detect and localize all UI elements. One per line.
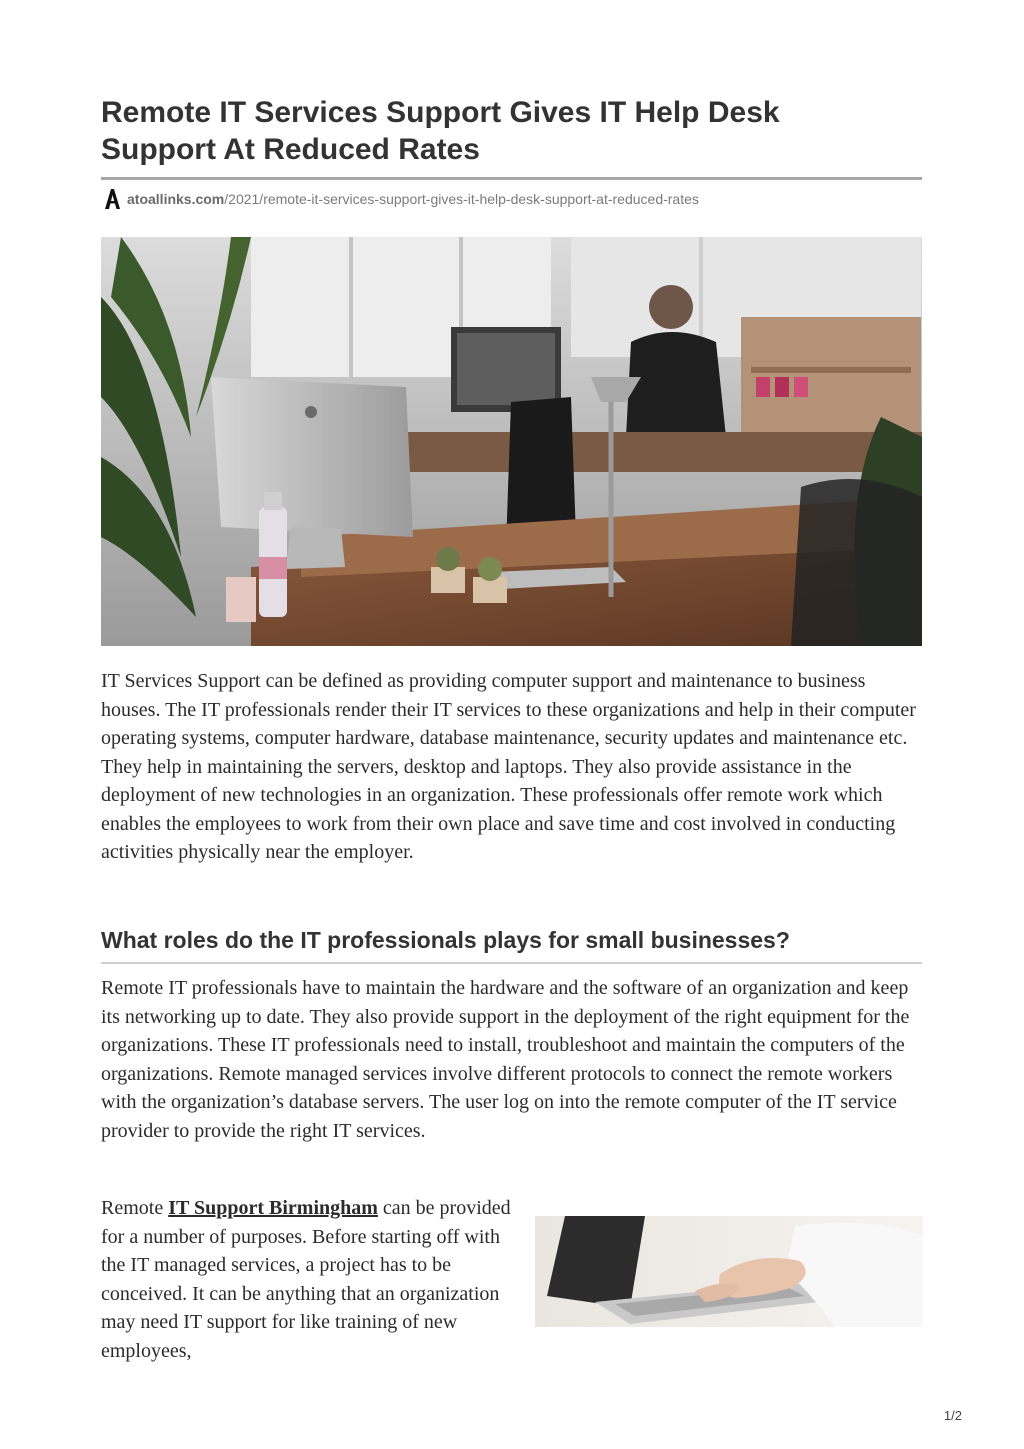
intro-paragraph: IT Services Support can be defined as providing computer support and maintenance to business houses. The IT professionals render their IT services to these organizations and help in their computer operating systems, computer hardware, database maintenance, security updates and maintenance etc. They help in maintaining the servers, desktop and laptops. They also provide assistance in the deployment of new technologies in an organization. These professionals offer remote work which enables the employees to work from their own place and save time and cost involved in conducting activities physically near the employer. — [101, 670, 916, 863]
support-paragraph-prefix: Remote — [101, 1197, 169, 1219]
laptop-typing-photo — [535, 1216, 923, 1327]
atoallinks-logo-icon — [104, 189, 120, 209]
article-title: Remote IT Services Support Gives IT Help Desk Support At Reduced Rates — [101, 96, 780, 166]
it-support-birmingham-link[interactable]: IT Support Birmingham — [168, 1197, 378, 1219]
support-paragraph-suffix: can be provided for a number of purposes. Before starting off with the IT managed services, a project has to be conceived. It can be anything that an organization may need IT support for like training of new employees, — [101, 1197, 511, 1362]
source-line — [104, 188, 699, 210]
page-number: 1/2 — [943, 1408, 962, 1423]
title-divider — [101, 177, 922, 180]
support-paragraph — [101, 1194, 511, 1365]
source-path[interactable]: /2021/remote-it-services-support-gives-it-help-desk-support-at-reduced-rates — [224, 191, 699, 207]
roles-paragraph: Remote IT professionals have to maintain the hardware and the software of an organization and keep its networking up to date. They also provide support in the deployment of the right equipment for the organizations. These IT professionals need to install, troubleshoot and maintain the computers of the organizations. Remote managed services involve different protocols to connect the remote workers with the organization’s database servers. The user log on into the remote computer of the IT service provider to provide the right IT services. — [101, 977, 910, 1142]
section-heading: What roles do the IT professionals plays for small businesses? — [101, 927, 790, 953]
section-divider — [101, 962, 922, 964]
office-workspace-photo — [101, 237, 922, 646]
source-domain[interactable]: atoallinks.com — [127, 191, 225, 207]
